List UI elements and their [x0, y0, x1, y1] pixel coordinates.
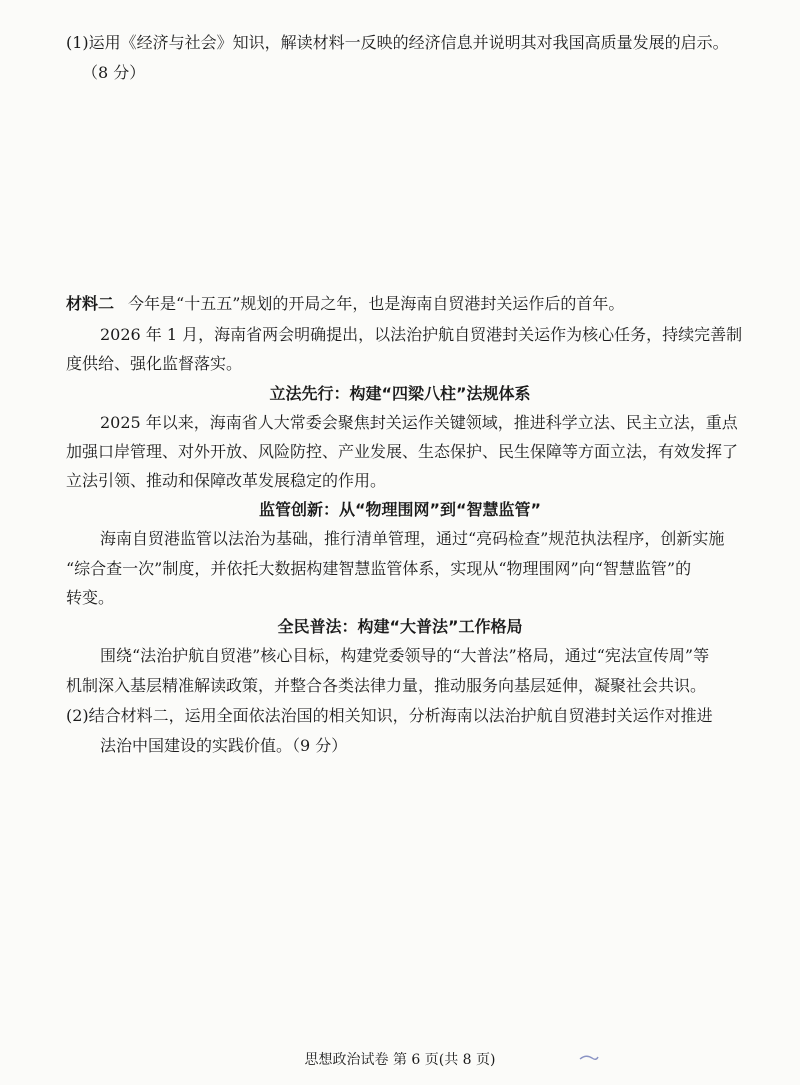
material-2-para1-line1: 2026 年 1 月，海南省两会明确提出，以法治护航自贸港封关运作为核心任务，持续完善制: [100, 325, 743, 344]
section-1-line2: 加强口岸管理、对外开放、风险防控、产业发展、生态保护、民生保障等方面立法，有效发挥了: [66, 442, 739, 461]
section-3-line2: 机制深入基层精准解读政策，并整合各类法律力量，推动服务向基层延伸，凝聚社会共识。: [66, 676, 707, 695]
page-footer: 思想政治试卷 第 6 页(共 8 页): [304, 1052, 496, 1068]
stamp-mark-icon: [578, 1053, 600, 1063]
question-2-line1: (2)结合材料二，运用全面依法治国的相关知识，分析海南以法治护航自贸港封关运作对推进: [66, 706, 713, 725]
material-2-intro: 今年是“十五五”规划的开局之年，也是海南自贸港封关运作后的首年。: [128, 294, 625, 313]
section-3-heading: 全民普法：构建“大普法”工作格局: [277, 617, 523, 636]
section-2-line1: 海南自贸港监管以法治为基础，推行清单管理，通过“亮码检查”规范执法程序，创新实施: [100, 529, 725, 548]
section-2-heading: 监管创新：从“物理围网”到“智慧监管”: [258, 500, 542, 519]
section-1-line3: 立法引领、推动和保障改革发展稳定的作用。: [66, 471, 387, 490]
question-2-line2: 法治中国建设的实践价值。（9 分）: [100, 736, 348, 755]
section-3-line1: 围绕“法治护航自贸港”核心目标，构建党委领导的“大普法”格局，通过“宪法宣传周”等: [100, 646, 710, 665]
section-2-line2: “综合查一次”制度，并依托大数据构建智慧监管体系，实现从“物理围网”向“智慧监管”的: [66, 559, 692, 578]
material-2-intro-line: [66, 293, 624, 315]
question-1-points: （8 分）: [82, 63, 146, 82]
material-2-label: 材料二: [66, 294, 115, 313]
material-2-para1-line2: 度供给、强化监督落实。: [66, 354, 243, 373]
section-1-line1: 2025 年以来，海南省人大常委会聚焦封关运作关键领域，推进科学立法、民主立法，重点: [100, 413, 738, 432]
section-1-heading: 立法先行：构建“四梁八柱”法规体系: [269, 384, 531, 403]
question-1-text: (1)运用《经济与社会》知识，解读材料一反映的经济信息并说明其对我国高质量发展的启示。: [66, 33, 729, 52]
section-2-line3: 转变。: [66, 588, 115, 607]
